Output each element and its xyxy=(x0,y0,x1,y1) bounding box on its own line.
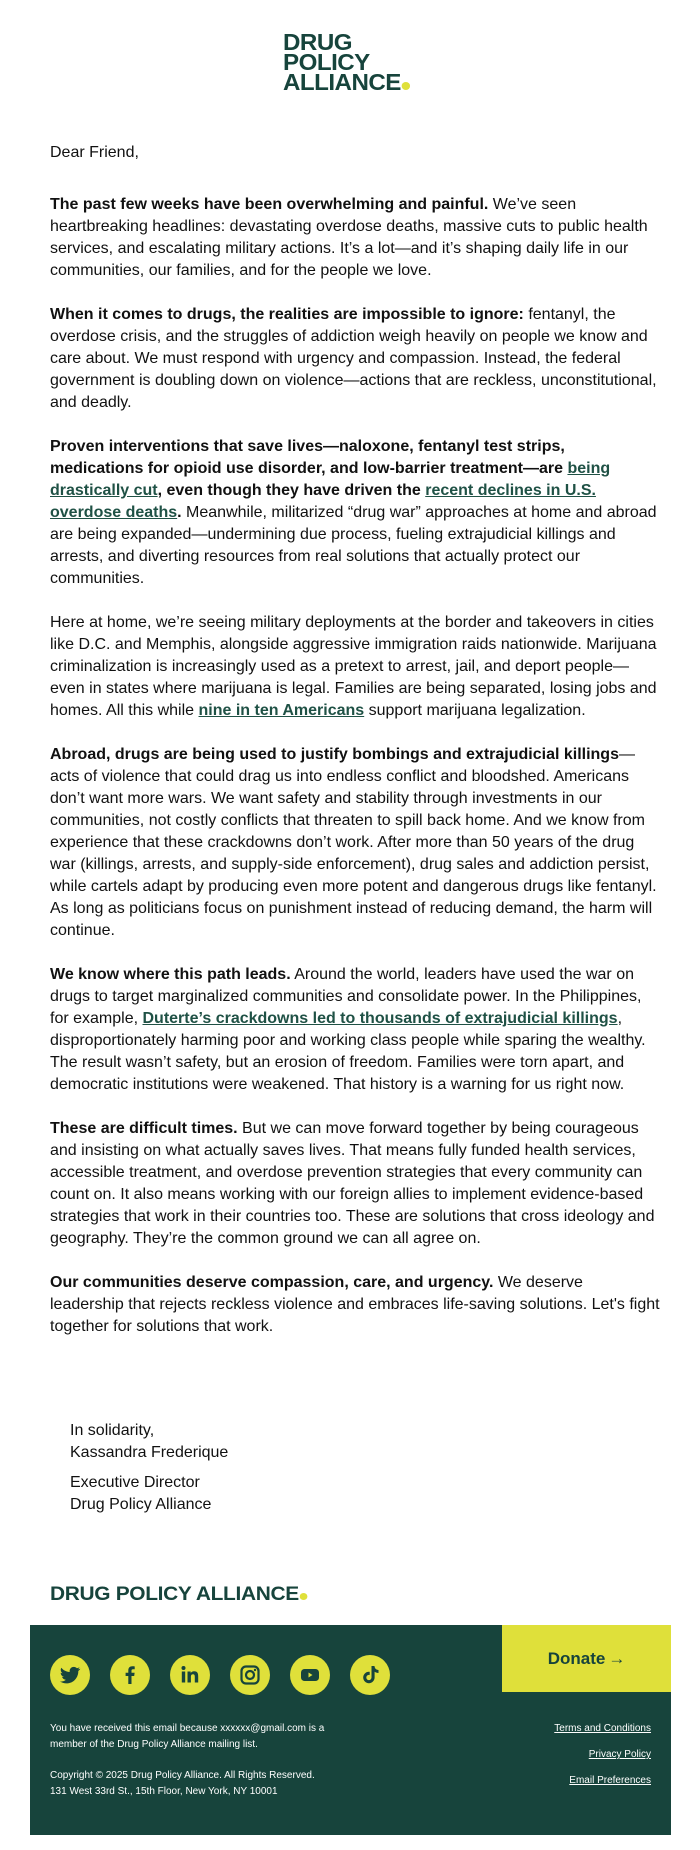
link-recent-declines[interactable]: recent declines in U.S. overdose deaths xyxy=(50,482,596,521)
address: 131 West 33rd St., 15th Floor, New York, NY 10001 xyxy=(50,1786,278,1797)
paragraph-text: fentanyl, the overdose crisis, and the struggles of addiction weigh heavily on people we know and care about. We must respond with urgency and compassion. Instead, the federal government is doubling down on violence—actions that are reckless, unconstitutional, and deadly. xyxy=(50,306,657,411)
paragraph-lead: We know where this path leads. xyxy=(50,966,291,983)
donate-label: Donate xyxy=(547,1648,606,1668)
logo-text: DRUG POLICY ALLIANCE xyxy=(50,1584,299,1605)
logo-line: DRUG xyxy=(283,29,353,55)
paragraph-3 xyxy=(50,436,660,590)
paragraph-4 xyxy=(50,612,660,722)
facebook-icon[interactable] xyxy=(110,1655,150,1695)
instagram-icon[interactable] xyxy=(230,1655,270,1695)
letter-body xyxy=(50,142,660,1360)
social-links xyxy=(50,1655,390,1695)
paragraph-7 xyxy=(50,1118,660,1250)
signer-title: Executive Director xyxy=(70,1474,200,1491)
copyright: Copyright © 2025 Drug Policy Alliance. All Rights Reserved. xyxy=(50,1770,315,1781)
paragraph-text: Meanwhile, militarized “drug war” approaches at home and abroad are being expanded—undermining due process, fueling extrajudicial killings and arrests, and diverting resources from real solutions that actually protect our communities. xyxy=(50,504,657,587)
logo-dot-icon xyxy=(402,82,410,90)
signature xyxy=(70,1420,228,1524)
greeting: Dear Friend, xyxy=(50,144,139,161)
logo-dot-icon xyxy=(300,1593,308,1600)
signer-name: Kassandra Frederique xyxy=(70,1444,229,1461)
donate-button[interactable] xyxy=(502,1625,671,1692)
paragraph-lead: Our communities deserve compassion, care, and urgency. xyxy=(50,1274,494,1291)
linkedin-icon[interactable] xyxy=(170,1655,210,1695)
paragraph-lead: . xyxy=(177,504,182,521)
tiktok-icon[interactable] xyxy=(350,1655,390,1695)
paragraph-text: We’ve seen heartbreaking headlines: devastating overdose deaths, massive cuts to public health services, and escalating military actions. It’s a lot—and it’s shaping daily life in our communities, our families, and for the people we love. xyxy=(50,196,648,279)
paragraph-2 xyxy=(50,304,660,414)
dpa-logo-footer[interactable] xyxy=(50,1584,308,1606)
link-duterte-crackdowns[interactable]: Duterte’s crackdowns led to thousands of extrajudicial killings xyxy=(142,1010,618,1027)
paragraph-text: Here at home, we’re seeing military deployments at the border and takeovers in cities like D.C. and Memphis, alongside aggressive immigration raids nationwide. Marijuana criminalization is increasingly used as a pretext to arrest, jail, and deport people—even in states where marijuana is legal. Families are being separated, losing jobs and homes. All this while xyxy=(50,614,657,719)
terms-link[interactable]: Terms and Conditions xyxy=(554,1723,651,1734)
paragraph-5 xyxy=(50,744,660,942)
paragraph-lead: , even though they have driven the xyxy=(157,482,426,499)
arrow-right-icon: → xyxy=(608,1648,626,1668)
footer-legal xyxy=(50,1721,340,1800)
paragraph-lead: Abroad, drugs are being used to justify bombings and extrajudicial killings xyxy=(50,746,619,763)
paragraph-lead: The past few weeks have been overwhelming and painful. xyxy=(50,196,489,213)
paragraph-text: We deserve leadership that rejects reckless violence and embraces life-saving solutions. Let's fight together for solutions that work. xyxy=(50,1274,660,1335)
signer-org: Drug Policy Alliance xyxy=(70,1496,212,1513)
paragraph-text: , disproportionately harming poor and working class people while sparing the wealthy. The result wasn’t safety, but an erosion of freedom. Families were torn apart, and democratic institutions were weakened. That history is a warning for us right now. xyxy=(50,1010,646,1093)
paragraph-text: Around the world, leaders have used the war on drugs to target marginalized communities and consolidate power. In the Philippines, for example, xyxy=(50,966,642,1027)
link-being-drastically-cut[interactable]: being drastically cut xyxy=(50,460,611,499)
youtube-icon[interactable] xyxy=(290,1655,330,1695)
closing: In solidarity, xyxy=(70,1422,155,1439)
logo-line: ALLIANCE xyxy=(283,72,410,92)
paragraph-1 xyxy=(50,194,660,282)
paragraph-text: support marijuana legalization. xyxy=(364,702,586,719)
mailing-notice: You have received this email because xxxxxx@gmail.com is a member of the Drug Policy Alliance mailing list. xyxy=(50,1723,325,1750)
link-nine-in-ten-americans[interactable]: nine in ten Americans xyxy=(198,702,365,719)
footer xyxy=(30,1625,671,1835)
paragraph-8 xyxy=(50,1272,660,1338)
privacy-link[interactable]: Privacy Policy xyxy=(588,1749,651,1760)
logo-line: POLICY xyxy=(283,49,370,75)
paragraph-text: But we can move forward together by being courageous and insisting on what actually saves lives. That means fully funded health services, accessible treatment, and overdose prevention strategies that every community can count on. It also means working with our foreign allies to implement evidence-based strategies that work in their countries too. These are solutions that cross ideology and geography. They’re the common ground we can all agree on. xyxy=(50,1120,655,1247)
footer-links xyxy=(554,1721,651,1799)
twitter-icon[interactable] xyxy=(50,1655,90,1695)
paragraph-lead: When it comes to drugs, the realities are impossible to ignore: xyxy=(50,306,524,323)
dpa-logo-header[interactable] xyxy=(283,29,410,95)
email-preferences-link[interactable]: Email Preferences xyxy=(569,1775,651,1786)
paragraph-6 xyxy=(50,964,660,1096)
paragraph-lead: Proven interventions that save lives—naloxone, fentanyl test strips, medications for opioid use disorder, and low-barrier treatment—are xyxy=(50,438,568,477)
paragraph-text: —acts of violence that could drag us into endless conflict and bloodshed. Americans don’t want more wars. We want safety and stability through investments in our communities, not costly conflicts that threaten to spill back home. And we know from experience that these crackdowns don’t work. After more than 50 years of the drug war (killings, arrests, and supply-side enforcement), drug sales and addiction persist, while cartels adapt by producing even more potent and dangerous drugs like fentanyl. As long as politicians focus on punishment instead of reducing demand, the harm will continue. xyxy=(50,746,657,939)
paragraph-lead: These are difficult times. xyxy=(50,1120,238,1137)
